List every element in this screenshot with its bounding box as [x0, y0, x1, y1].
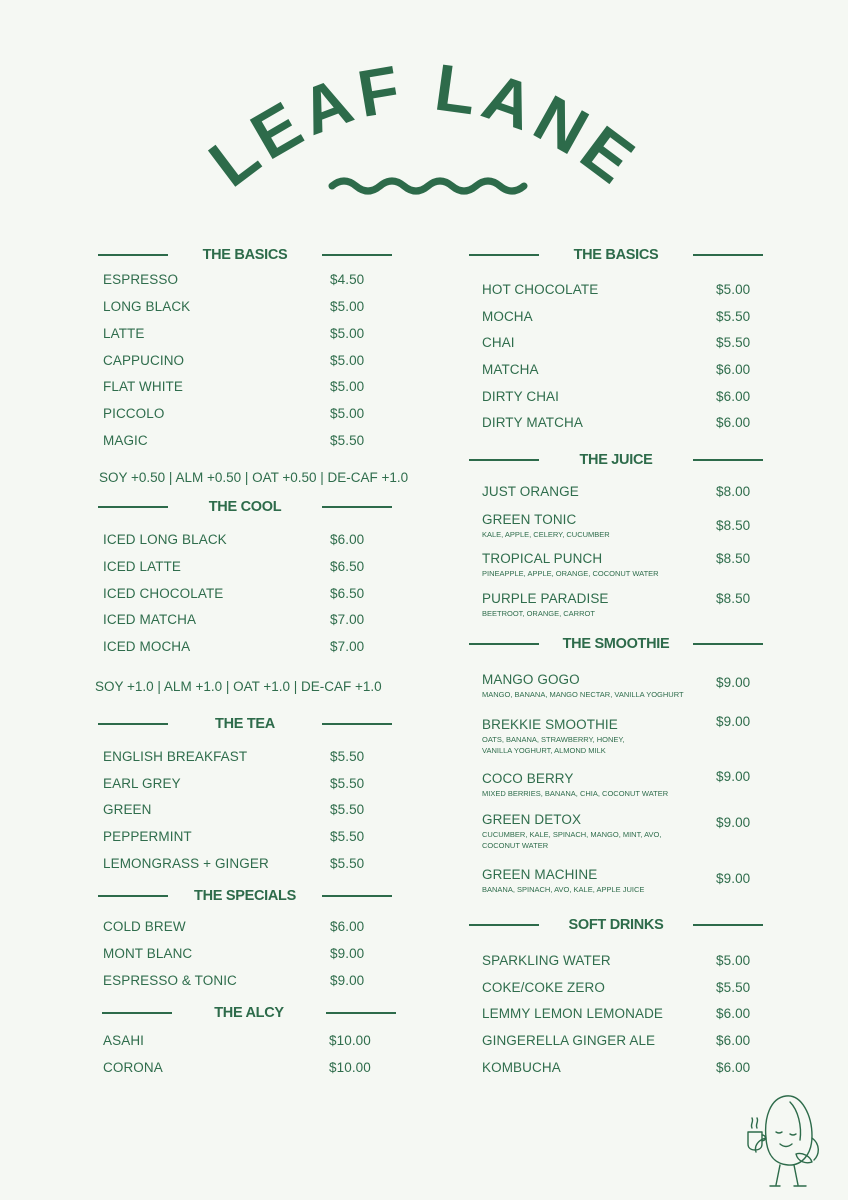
item-price: $8.50: [716, 518, 751, 533]
item-name: MAGIC: [103, 433, 148, 448]
item-name: COCO BERRY: [482, 771, 574, 786]
item-price: $9.00: [330, 973, 365, 988]
item-name: ESPRESSO: [103, 272, 179, 287]
item-price: $10.00: [329, 1033, 371, 1048]
item-name: SPARKLING WATER: [482, 953, 611, 968]
item-name: PURPLE PARADISE: [482, 591, 609, 606]
section-header-smoothie: [469, 636, 763, 652]
item-name: GREEN DETOX: [482, 812, 582, 827]
divider-line: [102, 1012, 172, 1014]
item-name: CHAI: [482, 335, 515, 350]
item-price: $4.50: [330, 272, 365, 287]
item-name: ICED CHOCOLATE: [103, 586, 224, 601]
item-price: $9.00: [716, 714, 751, 729]
item-name: DIRTY CHAI: [482, 389, 560, 404]
item-price: $6.00: [716, 362, 751, 377]
section-title: THE SMOOTHIE: [562, 636, 670, 652]
item-price: $5.00: [716, 282, 751, 297]
divider-line: [693, 924, 763, 926]
avocado-mascot-icon: [740, 1088, 832, 1192]
divider-line: [693, 459, 763, 461]
milk-extras: SOY +0.50 | ALM +0.50 | OAT +0.50 | DE-CAF +1.0: [99, 470, 409, 485]
section-title: THE BASICS: [202, 247, 288, 263]
item-price: $5.50: [330, 433, 365, 448]
item-description-line2: VANILLA YOGHURT, ALMOND MILK: [482, 746, 606, 755]
item-name: MOCHA: [482, 309, 533, 324]
item-price: $6.00: [716, 389, 751, 404]
section-header-soft-drinks: [469, 917, 763, 933]
divider-line: [98, 895, 168, 897]
item-description: MANGO, BANANA, MANGO NECTAR, VANILLA YOGHURT: [482, 690, 684, 699]
item-name: FLAT WHITE: [103, 379, 184, 394]
item-price: $9.00: [716, 871, 751, 886]
divider-line: [322, 506, 392, 508]
item-price: $6.00: [330, 919, 365, 934]
item-description: MIXED BERRIES, BANANA, CHIA, COCONUT WATER: [482, 789, 669, 798]
item-name: ICED LONG BLACK: [103, 532, 227, 547]
item-price: $9.00: [716, 815, 751, 830]
divider-line: [693, 254, 763, 256]
section-title: THE SPECIALS: [194, 888, 296, 904]
item-description-line2: COCONUT WATER: [482, 841, 549, 850]
item-name: JUST ORANGE: [482, 484, 579, 499]
item-name: HOT CHOCOLATE: [482, 282, 599, 297]
item-name: TROPICAL PUNCH: [482, 551, 603, 566]
item-name: LEMMY LEMON LEMONADE: [482, 1006, 664, 1021]
item-price: $5.00: [330, 379, 365, 394]
divider-line: [469, 459, 539, 461]
item-price: $5.00: [330, 326, 365, 341]
divider-line: [693, 643, 763, 645]
item-name: COKE/COKE ZERO: [482, 980, 605, 995]
wave-divider-icon: [332, 181, 524, 191]
item-description: PINEAPPLE, APPLE, ORANGE, COCONUT WATER: [482, 569, 659, 578]
item-price: $6.50: [330, 586, 365, 601]
item-price: $5.00: [330, 353, 365, 368]
item-name: COLD BREW: [103, 919, 186, 934]
section-title: THE TEA: [215, 716, 275, 732]
item-price: $5.50: [330, 802, 365, 817]
item-name: ICED MATCHA: [103, 612, 197, 627]
item-price: $5.50: [716, 309, 751, 324]
item-price: $5.00: [716, 953, 751, 968]
divider-line: [322, 723, 392, 725]
item-name: MANGO GOGO: [482, 672, 580, 687]
divider-line: [469, 643, 539, 645]
section-title: THE BASICS: [573, 247, 659, 263]
item-price: $6.00: [330, 532, 365, 547]
brand-title: LEAF LANE: [195, 49, 653, 201]
item-name: GINGERELLA GINGER ALE: [482, 1033, 656, 1048]
item-name: KOMBUCHA: [482, 1060, 561, 1075]
item-name: LONG BLACK: [103, 299, 191, 314]
item-name: CAPPUCINO: [103, 353, 185, 368]
section-title: SOFT DRINKS: [568, 917, 664, 933]
divider-line: [469, 924, 539, 926]
item-name: GREEN TONIC: [482, 512, 577, 527]
item-price: $9.00: [330, 946, 365, 961]
item-name: ICED MOCHA: [103, 639, 191, 654]
item-name: LEMONGRASS + GINGER: [103, 856, 269, 871]
item-price: $6.00: [716, 1033, 751, 1048]
item-price: $9.00: [716, 769, 751, 784]
item-name: MONT BLANC: [103, 946, 193, 961]
section-title: THE JUICE: [579, 452, 653, 468]
section-header-specials: [98, 888, 392, 904]
item-price: $5.50: [716, 980, 751, 995]
item-price: $6.50: [330, 559, 365, 574]
item-name: ENGLISH BREAKFAST: [103, 749, 248, 764]
item-name: ICED LATTE: [103, 559, 182, 574]
item-price: $5.50: [716, 335, 751, 350]
item-description: BANANA, SPINACH, AVO, KALE, APPLE JUICE: [482, 885, 645, 894]
section-title: THE ALCY: [214, 1005, 284, 1021]
divider-line: [322, 254, 392, 256]
divider-line: [98, 723, 168, 725]
item-price: $5.00: [330, 406, 365, 421]
section-header-tea: [98, 716, 392, 732]
item-name: EARL GREY: [103, 776, 181, 791]
item-price: $9.00: [716, 675, 751, 690]
item-name: CORONA: [103, 1060, 163, 1075]
item-price: $8.50: [716, 551, 751, 566]
item-price: $6.00: [716, 1060, 751, 1075]
brand-title-graphic: [0, 0, 848, 210]
item-description: KALE, APPLE, CELERY, CUCUMBER: [482, 530, 610, 539]
item-price: $7.00: [330, 612, 365, 627]
item-name: PEPPERMINT: [103, 829, 192, 844]
item-price: $5.50: [330, 776, 365, 791]
item-price: $5.50: [330, 856, 365, 871]
item-name: BREKKIE SMOOTHIE: [482, 717, 618, 732]
section-header-cool: [98, 499, 392, 515]
item-description: OATS, BANANA, STRAWBERRY, HONEY,: [482, 735, 625, 744]
milk-extras: SOY +1.0 | ALM +1.0 | OAT +1.0 | DE-CAF +1.0: [95, 679, 382, 694]
item-price: $7.00: [330, 639, 365, 654]
item-name: GREEN: [103, 802, 152, 817]
divider-line: [326, 1012, 396, 1014]
item-description: BEETROOT, ORANGE, CARROT: [482, 609, 595, 618]
item-price: $5.50: [330, 829, 365, 844]
item-price: $8.00: [716, 484, 751, 499]
item-description: CUCUMBER, KALE, SPINACH, MANGO, MINT, AVO,: [482, 830, 662, 839]
item-name: DIRTY MATCHA: [482, 415, 583, 430]
item-price: $5.50: [330, 749, 365, 764]
item-name: LATTE: [103, 326, 145, 341]
section-header-basics-left: [98, 247, 392, 263]
item-name: MATCHA: [482, 362, 539, 377]
item-price: $10.00: [329, 1060, 371, 1075]
item-price: $8.50: [716, 591, 751, 606]
item-name: PICCOLO: [103, 406, 165, 421]
divider-line: [98, 254, 168, 256]
item-price: $6.00: [716, 1006, 751, 1021]
item-price: $6.00: [716, 415, 751, 430]
section-title: THE COOL: [208, 499, 282, 515]
section-header-basics-right: [469, 247, 763, 263]
divider-line: [469, 254, 539, 256]
item-name: ESPRESSO & TONIC: [103, 973, 237, 988]
section-header-alcy: [102, 1005, 396, 1021]
item-name: GREEN MACHINE: [482, 867, 598, 882]
divider-line: [322, 895, 392, 897]
item-name: ASAHI: [103, 1033, 145, 1048]
section-header-juice: [469, 452, 763, 468]
header: [0, 0, 848, 210]
item-price: $5.00: [330, 299, 365, 314]
divider-line: [98, 506, 168, 508]
